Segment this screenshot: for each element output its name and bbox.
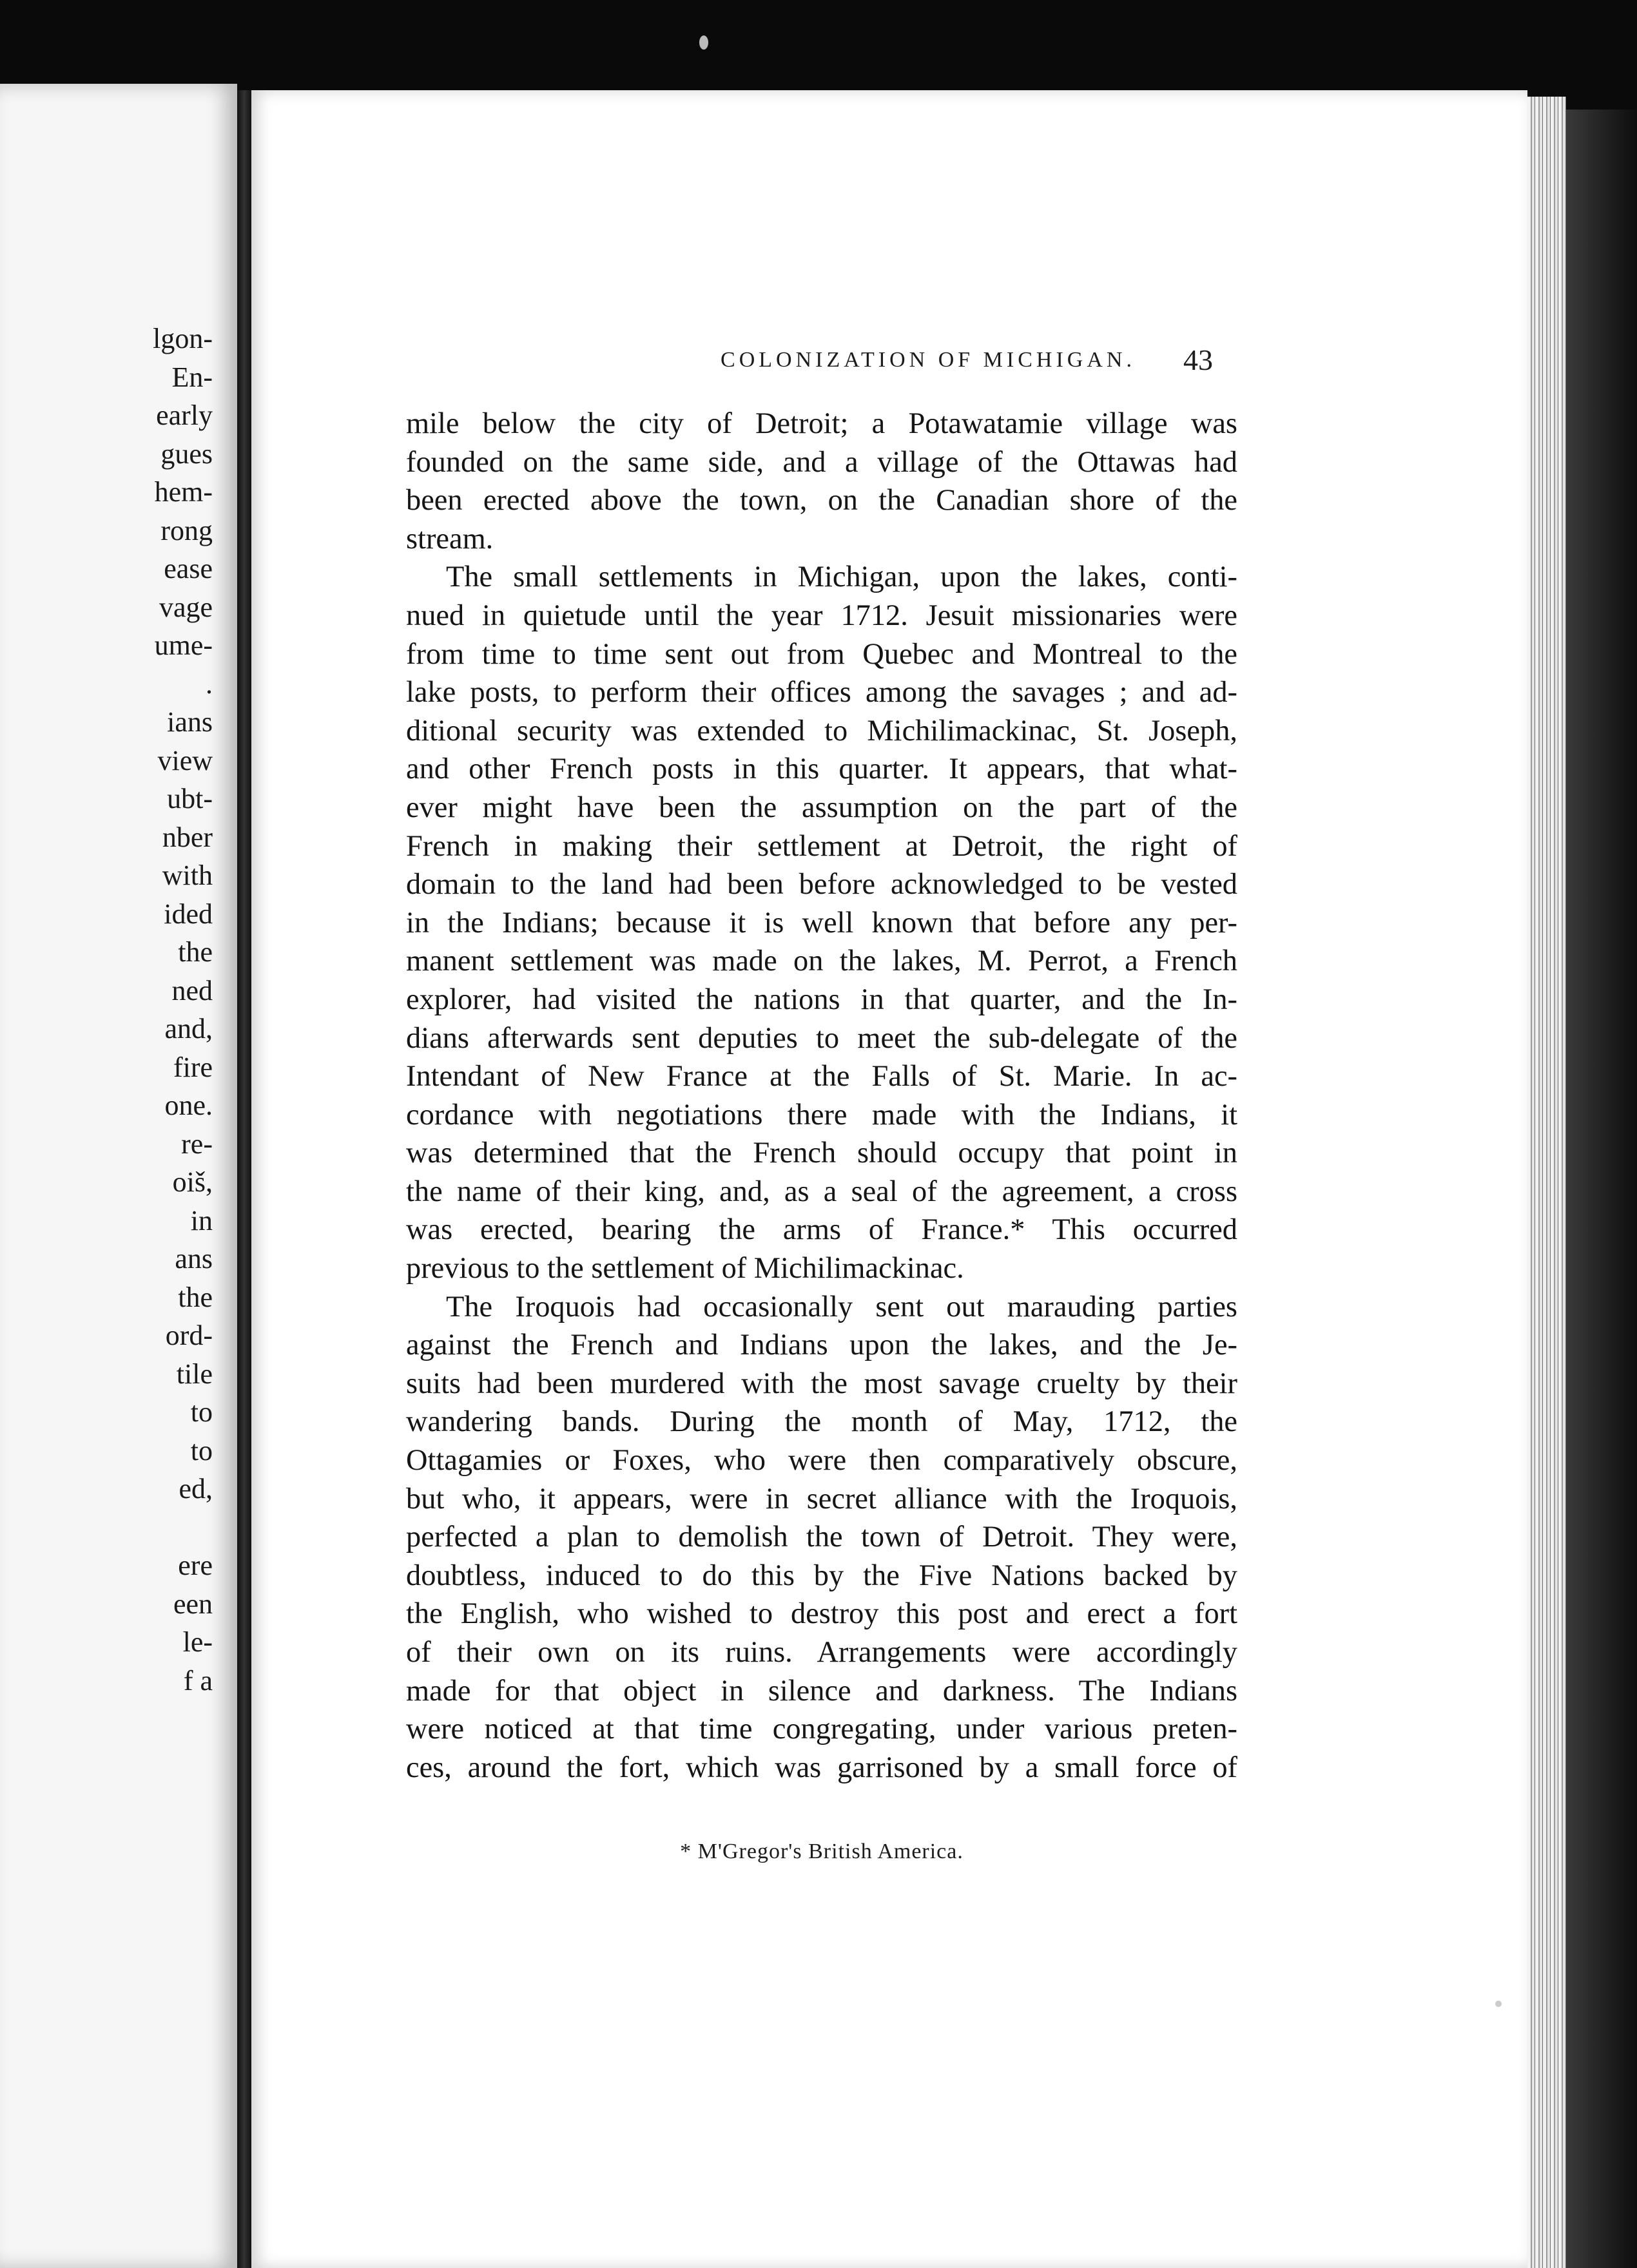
text-line: previous to the settlement of Michilimackinac.: [406, 1252, 964, 1285]
previous-page-line: in: [190, 1204, 213, 1236]
previous-page-line: the: [178, 936, 213, 968]
previous-page-line: vage: [159, 591, 213, 623]
previous-page-line: one.: [164, 1090, 213, 1121]
previous-page-line: and,: [164, 1013, 213, 1044]
text-line: perfected a plan to demolish the town of Detroit. They were,: [406, 1521, 1237, 1554]
text-line: stream.: [406, 522, 494, 555]
text-line: in the Indians; because it is well known that before any per-: [406, 906, 1237, 939]
text-line: but who, it appears, were in secret alliance with the Iroquois,: [406, 1482, 1237, 1515]
text-line: from time to time sent out from Quebec and Montreal to the: [406, 637, 1237, 671]
previous-page-line: ided: [164, 898, 213, 930]
previous-page-line: the: [178, 1281, 213, 1313]
previous-page-line: view: [157, 744, 213, 776]
text-line: Ottagamies or Foxes, who were then comparatively obscure,: [406, 1444, 1237, 1477]
previous-page-line: gues: [160, 437, 213, 470]
scan-speck: [1495, 2001, 1502, 2007]
text-line: suits had been murdered with the most savage cruelty by their: [406, 1367, 1237, 1400]
text-line: doubtless, induced to do this by the Five Nations backed by: [406, 1559, 1237, 1592]
previous-page-line: hem-: [154, 476, 213, 508]
text-line: of their own on its ruins. Arrangements were accordingly: [406, 1636, 1237, 1669]
text-line: cordance with negotiations there made with the Indians, it: [406, 1098, 1237, 1131]
text-line: founded on the same side, and a village of the Ottawas had: [406, 445, 1237, 479]
previous-page-line: ubt-: [167, 783, 213, 814]
text-line: The Iroquois had occasionally sent out marauding parties: [446, 1290, 1237, 1323]
body-text: [406, 405, 1237, 1787]
previous-page-line: le-: [182, 1626, 213, 1658]
previous-page-line: to: [190, 1434, 213, 1466]
previous-page-line: lgon-: [153, 323, 213, 354]
scan-speck: [699, 35, 708, 50]
text-line: dians afterwards sent deputies to meet the sub-delegate of the: [406, 1021, 1237, 1055]
text-line: ever might have been the assumption on the part of the: [406, 791, 1237, 824]
previous-page-line: een: [173, 1588, 213, 1620]
text-line: made for that object in silence and darkness. The Indians: [406, 1674, 1237, 1707]
running-title: COLONIZATION OF MICHIGAN.: [721, 348, 1136, 372]
previous-page-line: f a: [183, 1664, 213, 1696]
text-line: were noticed at that time congregating, under various preten-: [406, 1713, 1237, 1746]
previous-page-line: ume-: [154, 629, 213, 661]
previous-page-line: with: [162, 860, 213, 891]
text-line: was erected, bearing the arms of France.* This occurred: [406, 1213, 1237, 1247]
previous-page-line: fire: [173, 1051, 213, 1083]
text-line: nued in quietude until the year 1712. Jesuit missionaries were: [406, 599, 1237, 632]
previous-page-line: to: [190, 1396, 213, 1428]
text-line: Intendant of New France at the Falls of St. Marie. In ac-: [406, 1060, 1237, 1093]
text-line: ces, around the fort, which was garrisoned by a small force of: [406, 1751, 1237, 1784]
previous-page-line: ians: [167, 706, 213, 738]
book-gutter: [237, 90, 251, 2268]
previous-page-line: nber: [162, 821, 213, 853]
previous-page-line: rong: [160, 514, 213, 546]
text-line: domain to the land had been before acknowledged to be vested: [406, 868, 1237, 901]
text-line: explorer, had visited the nations in that quarter, and the In-: [406, 983, 1237, 1016]
previous-page-line: ed,: [179, 1473, 213, 1504]
previous-page-line: early: [156, 399, 213, 431]
text-line: manent settlement was made on the lakes, M. Perrot, a French: [406, 945, 1237, 978]
book-edge-shadow: [1566, 110, 1637, 2268]
previous-page-line: ned: [171, 974, 213, 1006]
page-edges: [1527, 97, 1566, 2268]
text-line: against the French and Indians upon the lakes, and the Je-: [406, 1329, 1237, 1362]
page-number: 43: [1183, 343, 1213, 376]
previous-page-line: ans: [175, 1243, 213, 1274]
text-line: was determined that the French should occupy that point in: [406, 1137, 1237, 1170]
text-line: The small settlements in Michigan, upon the lakes, conti-: [446, 561, 1237, 594]
text-line: been erected above the town, on the Canadian shore of the: [406, 484, 1237, 517]
text-line: wandering bands. During the month of May, 1712, the: [406, 1405, 1237, 1439]
previous-page: [0, 84, 237, 2268]
previous-page-line: ere: [178, 1550, 213, 1581]
previous-page-line: tile: [176, 1358, 213, 1390]
text-line: lake posts, to perform their offices among the savages ; and ad-: [406, 676, 1237, 709]
text-line: ditional security was extended to Michilimackinac, St. Joseph,: [406, 714, 1237, 747]
previous-page-line: ord-: [165, 1320, 213, 1351]
previous-page-line: oiš,: [172, 1166, 213, 1198]
text-line: and other French posts in this quarter. It appears, that what-: [406, 753, 1237, 786]
footnote: * M'Gregor's British America.: [680, 1840, 964, 1863]
previous-page-line: ease: [164, 553, 213, 584]
text-line: French in making their settlement at Detroit, the right of: [406, 829, 1237, 863]
text-line: mile below the city of Detroit; a Potawatamie village was: [406, 407, 1237, 440]
previous-page-line: En-: [171, 361, 213, 393]
text-line: the name of their king, and, as a seal of the agreement, a cross: [406, 1175, 1237, 1208]
previous-page-line: .: [206, 668, 213, 700]
previous-page-line: re-: [181, 1128, 213, 1160]
text-line: the English, who wished to destroy this post and erect a fort: [406, 1597, 1237, 1631]
